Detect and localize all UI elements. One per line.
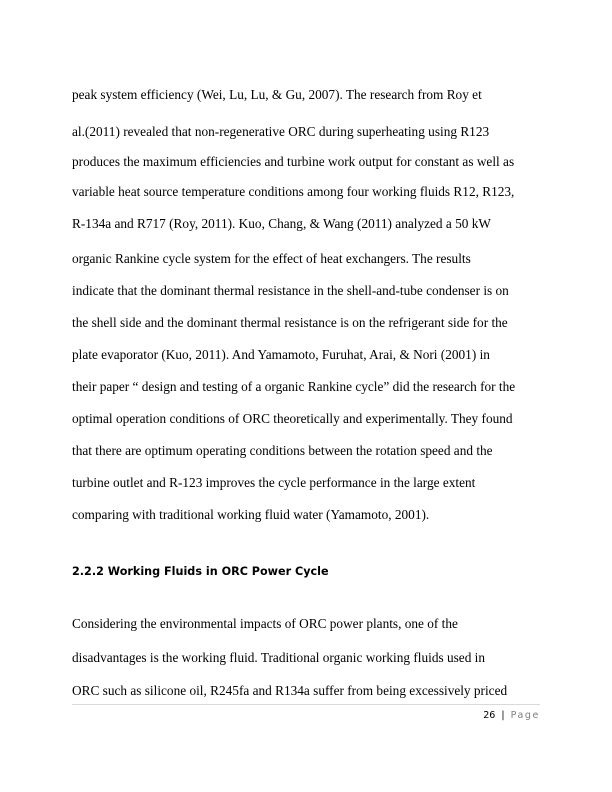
text-line: plate evaporator (Kuo, 2011). And Yamamoto, Furuhat, Arai, & Nori (2001) in [72,347,490,362]
page-footer [483,711,540,721]
footer-separator: | [501,710,505,721]
text-line: variable heat source temperature conditions among four working fluids R12, R123, [72,184,515,199]
text-line: ORC such as silicone oil, R245fa and R134a suffer from being excessively priced [72,683,508,698]
text-line: their paper “ design and testing of a organic Rankine cycle” did the research for the [72,379,516,394]
page-label: Page [510,710,540,721]
text-line: Considering the environmental impacts of ORC power plants, one of the [72,616,458,631]
text-line: indicate that the dominant thermal resistance in the shell-and-tube condenser is on [72,283,509,298]
text-line: comparing with traditional working fluid water (Yamamoto, 2001). [72,507,430,522]
text-line: peak system efficiency (Wei, Lu, Lu, & Gu, 2007). The research from Roy et [72,87,482,102]
page-number: 26 [483,710,496,721]
text-line: the shell side and the dominant thermal resistance is on the refrigerant side for the [72,315,508,330]
text-line: that there are optimum operating conditions between the rotation speed and the [72,443,493,458]
text-line: disadvantages is the working fluid. Traditional organic working fluids used in [72,650,486,665]
text-line: organic Rankine cycle system for the effect of heat exchangers. The results [72,251,471,266]
section-heading: 2.2.2 Working Fluids in ORC Power Cycle [72,565,329,578]
text-line: turbine outlet and R-123 improves the cycle performance in the large extent [72,475,476,490]
footer-divider [72,704,540,705]
text-line: R-134a and R717 (Roy, 2011). Kuo, Chang, & Wang (2011) analyzed a 50 kW [72,216,491,231]
text-line: al.(2011) revealed that non-regenerative ORC during superheating using R123 [72,124,490,139]
text-line: produces the maximum efficiencies and turbine work output for constant as well as [72,154,515,169]
text-line: optimal operation conditions of ORC theoretically and experimentally. They found [72,411,513,426]
